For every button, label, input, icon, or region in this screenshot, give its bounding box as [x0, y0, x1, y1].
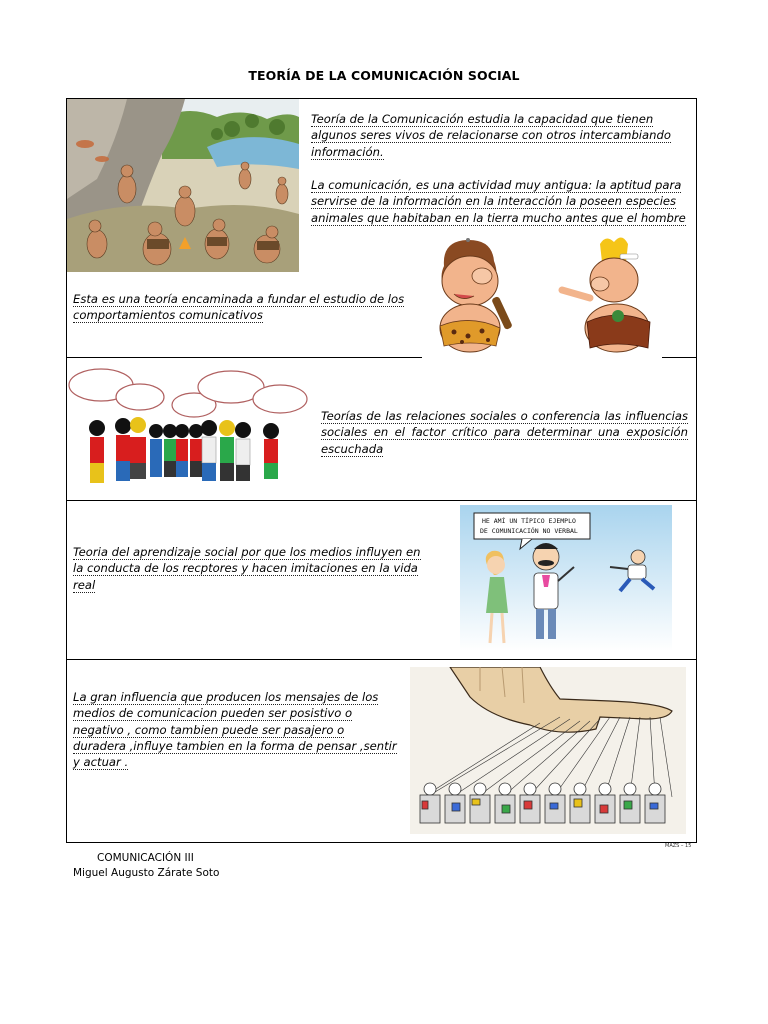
- cavemen-cartoon: [422, 236, 662, 356]
- caveman-right: [562, 237, 650, 352]
- section-divider-1b: [662, 357, 697, 358]
- cave-people-illustration: [67, 99, 299, 272]
- section-3-paragraph-1: Teoria del aprendizaje social por que los medios influyen en la conducta de los recptores y hacen imitaciones en la vida real: [73, 545, 421, 592]
- section-divider-1: [66, 357, 422, 358]
- small-mark: MAZS – 15: [665, 843, 692, 849]
- section-divider-3: [66, 659, 697, 660]
- footer-author: Miguel Augusto Zárate Soto: [73, 867, 220, 879]
- footer-course: COMUNICACIÓN III: [97, 852, 194, 864]
- section-4-paragraph-1: La gran influencia que producen los mensajes de los medios de comunicacion pueden ser posistivo o negativo , como tambien puede ser pasajero o duradera ,influye tambien en la forma de pensar ,sentir y actuar .: [73, 690, 397, 770]
- figure: [89, 420, 105, 483]
- document-title: TEORÍA DE LA COMUNICACIÓN SOCIAL: [248, 68, 520, 83]
- section-1-paragraph-2: La comunicación, es una actividad muy antigua: la aptitud para servirse de la información en la interacción la poseen especies animales que habitaban en la tierra mucho antes que el hombre: [311, 178, 686, 225]
- section-1-paragraph-3: Esta es una teoría encaminada a fundar el estudio de los comportamientos comunicativos: [73, 292, 405, 323]
- caveman-left: [440, 238, 513, 352]
- svg-text:DE COMUNICACIÓN NO VERBAL: DE COMUNICACIÓN NO VERBAL: [480, 527, 578, 535]
- section-2-paragraph-1: Teorías de las relaciones sociales o conferencia las influencias sociales en el factor crítico para determinar una exposición escuchada: [321, 409, 688, 456]
- group-conversation-illustration: [68, 365, 310, 487]
- section-1-paragraph-1: Teoría de la Comunicación estudia la capacidad que tienen algunos seres vivos de relacionarse con otros intercambiando información.: [311, 112, 671, 159]
- section-divider-2: [66, 500, 697, 501]
- nonverbal-communication-cartoon: [460, 505, 672, 651]
- puppet-master-cartoon: [410, 667, 686, 834]
- svg-text:HE AMÍ UN TÍPICO EJEMPLO: HE AMÍ UN TÍPICO EJEMPLO: [482, 517, 576, 525]
